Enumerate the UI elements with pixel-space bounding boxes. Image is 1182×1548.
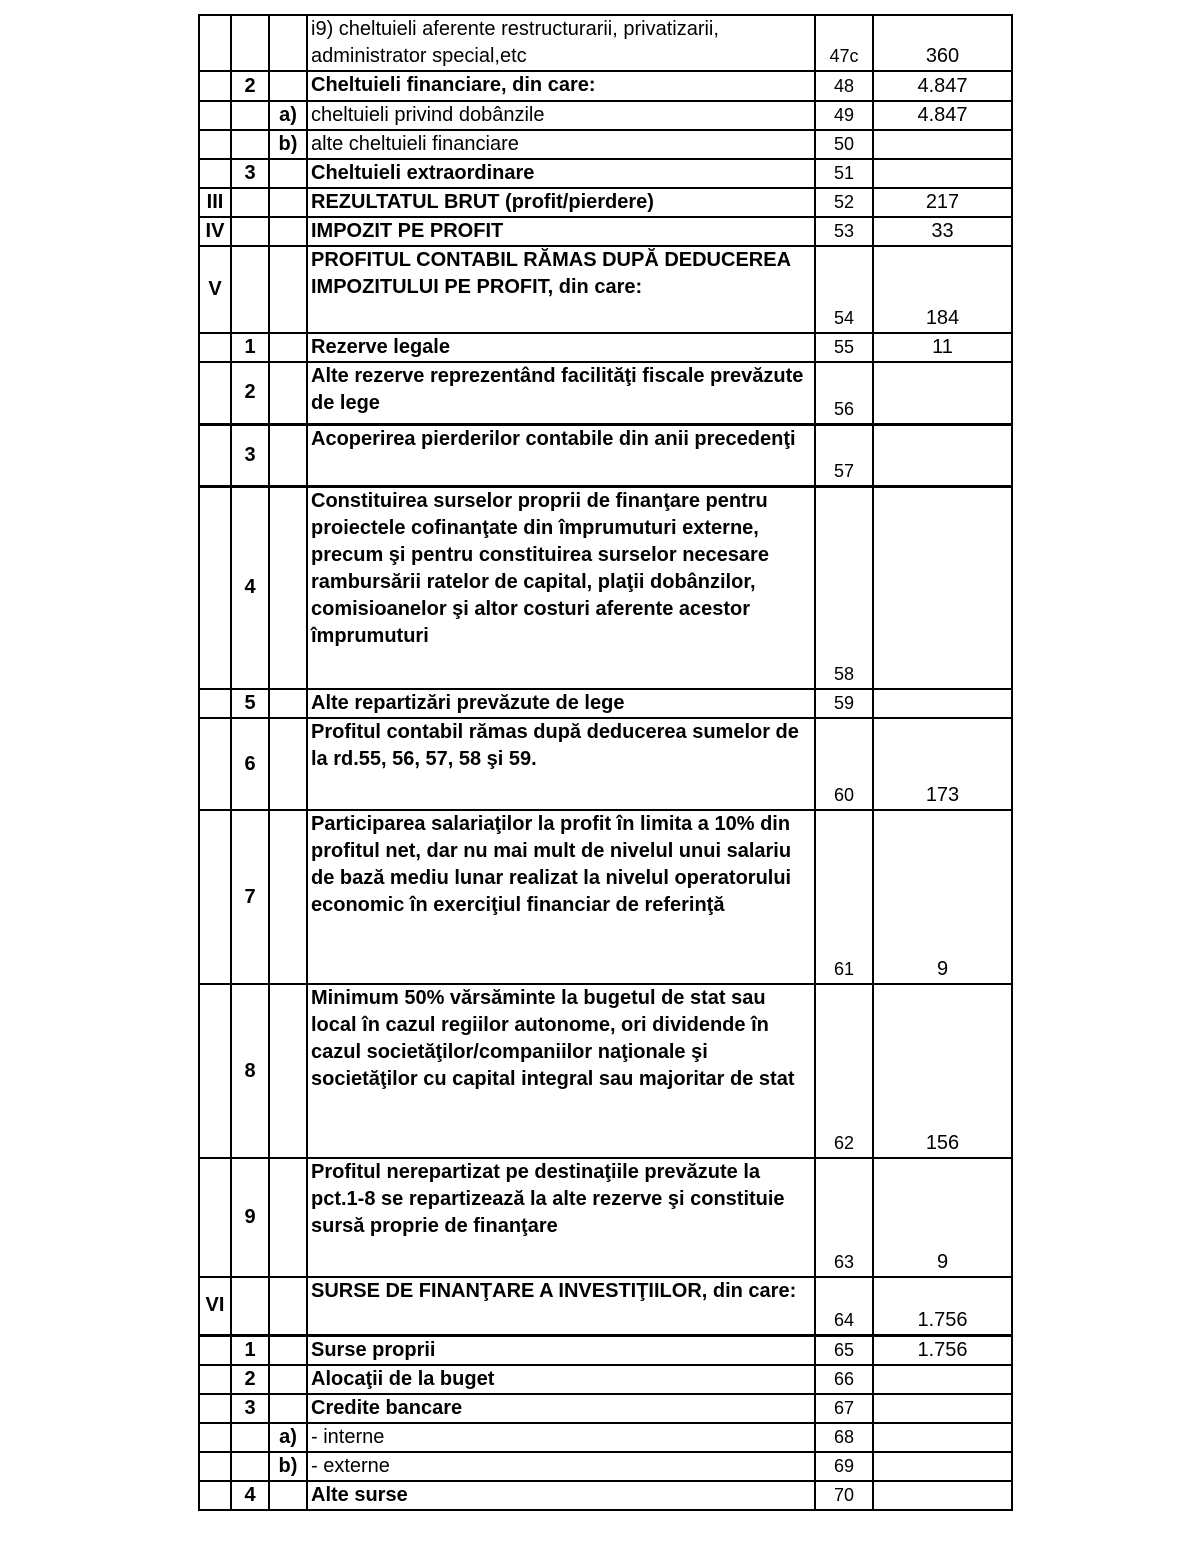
item-number: 2: [231, 362, 269, 424]
item-description: Alocaţii de la buget: [307, 1365, 815, 1394]
section-roman: [199, 1394, 231, 1423]
row-code: 53: [815, 217, 873, 246]
item-value: [873, 362, 1012, 424]
item-description: Surse proprii: [307, 1335, 815, 1365]
item-number: 3: [231, 159, 269, 188]
item-number: [231, 15, 269, 71]
item-value: 33: [873, 217, 1012, 246]
item-description: Cheltuieli financiare, din care:: [307, 71, 815, 101]
item-description: Profitul nerepartizat pe destinaţiile prevăzute la pct.1-8 se repartizează la alte rezerve şi constituie sursă proprie de finanţare: [307, 1158, 815, 1277]
table-row: [199, 159, 1012, 188]
item-value: [873, 486, 1012, 689]
table-row: [199, 718, 1012, 810]
row-code: 65: [815, 1335, 873, 1365]
section-roman: [199, 984, 231, 1158]
section-roman: [199, 1452, 231, 1481]
sub-item-letter: [269, 1277, 307, 1335]
item-number: [231, 1423, 269, 1452]
item-description: i9) cheltuieli aferente restructurarii, privatizarii, administrator special,etc: [307, 15, 815, 71]
budget-table: [198, 14, 1013, 1511]
table-row: [199, 246, 1012, 333]
section-roman: [199, 424, 231, 486]
item-value: [873, 689, 1012, 718]
budget-table-body: [199, 15, 1012, 1510]
item-value: [873, 424, 1012, 486]
section-roman: [199, 333, 231, 362]
item-description: Acoperirea pierderilor contabile din anii precedenţi: [307, 424, 815, 486]
table-row: [199, 71, 1012, 101]
sub-item-letter: [269, 71, 307, 101]
table-row: [199, 130, 1012, 159]
item-value: [873, 159, 1012, 188]
item-number: 2: [231, 1365, 269, 1394]
item-description: PROFITUL CONTABIL RĂMAS DUPĂ DEDUCEREA IMPOZITULUI PE PROFIT, din care:: [307, 246, 815, 333]
table-row: [199, 486, 1012, 689]
item-number: 9: [231, 1158, 269, 1277]
item-description: alte cheltuieli financiare: [307, 130, 815, 159]
sub-item-letter: b): [269, 130, 307, 159]
sub-item-letter: [269, 1335, 307, 1365]
table-row: [199, 217, 1012, 246]
section-roman: [199, 1423, 231, 1452]
item-description: Alte rezerve reprezentând facilităţi fiscale prevăzute de lege: [307, 362, 815, 424]
item-value: 184: [873, 246, 1012, 333]
item-description: Profitul contabil rămas după deducerea sumelor de la rd.55, 56, 57, 58 şi 59.: [307, 718, 815, 810]
item-number: 3: [231, 1394, 269, 1423]
item-description: IMPOZIT PE PROFIT: [307, 217, 815, 246]
item-number: 8: [231, 984, 269, 1158]
row-code: 62: [815, 984, 873, 1158]
row-code: 56: [815, 362, 873, 424]
row-code: 47c: [815, 15, 873, 71]
item-description: REZULTATUL BRUT (profit/pierdere): [307, 188, 815, 217]
row-code: 64: [815, 1277, 873, 1335]
table-row: [199, 810, 1012, 984]
item-number: [231, 217, 269, 246]
sub-item-letter: [269, 246, 307, 333]
item-number: 1: [231, 333, 269, 362]
item-value: 1.756: [873, 1335, 1012, 1365]
table-row: [199, 362, 1012, 424]
row-code: 67: [815, 1394, 873, 1423]
section-roman: [199, 1335, 231, 1365]
table-row: [199, 984, 1012, 1158]
section-roman: [199, 1158, 231, 1277]
table-row: [199, 333, 1012, 362]
item-number: [231, 246, 269, 333]
row-code: 59: [815, 689, 873, 718]
sub-item-letter: a): [269, 101, 307, 130]
section-roman: [199, 362, 231, 424]
sub-item-letter: [269, 217, 307, 246]
item-value: 4.847: [873, 71, 1012, 101]
item-description: cheltuieli privind dobânzile: [307, 101, 815, 130]
section-roman: IV: [199, 217, 231, 246]
item-value: 217: [873, 188, 1012, 217]
section-roman: III: [199, 188, 231, 217]
item-number: 7: [231, 810, 269, 984]
table-row: [199, 15, 1012, 71]
item-description: - interne: [307, 1423, 815, 1452]
row-code: 63: [815, 1158, 873, 1277]
table-row: [199, 424, 1012, 486]
table-row: [199, 689, 1012, 718]
item-value: [873, 1394, 1012, 1423]
row-code: 54: [815, 246, 873, 333]
item-description: - externe: [307, 1452, 815, 1481]
table-row: [199, 1423, 1012, 1452]
item-number: [231, 130, 269, 159]
section-roman: [199, 71, 231, 101]
table-row: [199, 1158, 1012, 1277]
row-code: 70: [815, 1481, 873, 1510]
sub-item-letter: [269, 1365, 307, 1394]
item-number: [231, 1277, 269, 1335]
row-code: 50: [815, 130, 873, 159]
item-description: Constituirea surselor proprii de finanţare pentru proiectele cofinanţate din împrumuturi externe, precum şi pentru constituirea surselor necesare rambursării ratelor de capital, plaţii dobânzilor, comisioanelor şi altor costuri aferente acestor împrumuturi: [307, 486, 815, 689]
item-description: Rezerve legale: [307, 333, 815, 362]
item-value: 360: [873, 15, 1012, 71]
row-code: 55: [815, 333, 873, 362]
section-roman: [199, 101, 231, 130]
sub-item-letter: [269, 333, 307, 362]
sub-item-letter: [269, 1394, 307, 1423]
item-value: [873, 130, 1012, 159]
sub-item-letter: [269, 718, 307, 810]
item-description: Cheltuieli extraordinare: [307, 159, 815, 188]
item-value: [873, 1481, 1012, 1510]
item-number: 4: [231, 486, 269, 689]
sub-item-letter: [269, 984, 307, 1158]
item-value: 173: [873, 718, 1012, 810]
table-row: [199, 1365, 1012, 1394]
item-value: [873, 1452, 1012, 1481]
item-number: 3: [231, 424, 269, 486]
row-code: 52: [815, 188, 873, 217]
sub-item-letter: [269, 486, 307, 689]
item-number: 2: [231, 71, 269, 101]
item-description: Credite bancare: [307, 1394, 815, 1423]
row-code: 48: [815, 71, 873, 101]
item-value: 4.847: [873, 101, 1012, 130]
item-description: Participarea salariaţilor la profit în limita a 10% din profitul net, dar nu mai mult de nivelul unui salariu de bază mediu lunar realizat la nivelul operatorului economic în exerciţiul financiar de referinţă: [307, 810, 815, 984]
table-row: [199, 1481, 1012, 1510]
sub-item-letter: b): [269, 1452, 307, 1481]
row-code: 60: [815, 718, 873, 810]
section-roman: [199, 718, 231, 810]
item-value: 1.756: [873, 1277, 1012, 1335]
sub-item-letter: [269, 159, 307, 188]
item-description: Alte repartizări prevăzute de lege: [307, 689, 815, 718]
row-code: 69: [815, 1452, 873, 1481]
row-code: 61: [815, 810, 873, 984]
item-value: 9: [873, 1158, 1012, 1277]
row-code: 58: [815, 486, 873, 689]
sub-item-letter: a): [269, 1423, 307, 1452]
section-roman: [199, 1481, 231, 1510]
item-value: [873, 1423, 1012, 1452]
item-number: 1: [231, 1335, 269, 1365]
item-number: [231, 1452, 269, 1481]
item-value: 9: [873, 810, 1012, 984]
table-row: [199, 1394, 1012, 1423]
sub-item-letter: [269, 1481, 307, 1510]
item-description: SURSE DE FINANŢARE A INVESTIŢIILOR, din care:: [307, 1277, 815, 1335]
row-code: 51: [815, 159, 873, 188]
item-value: 11: [873, 333, 1012, 362]
section-roman: V: [199, 246, 231, 333]
row-code: 57: [815, 424, 873, 486]
sub-item-letter: [269, 188, 307, 217]
sub-item-letter: [269, 810, 307, 984]
item-number: 6: [231, 718, 269, 810]
sub-item-letter: [269, 362, 307, 424]
sub-item-letter: [269, 424, 307, 486]
sub-item-letter: [269, 15, 307, 71]
section-roman: [199, 130, 231, 159]
table-row: [199, 101, 1012, 130]
table-row: [199, 1335, 1012, 1365]
item-number: 5: [231, 689, 269, 718]
item-number: [231, 188, 269, 217]
section-roman: [199, 689, 231, 718]
sub-item-letter: [269, 689, 307, 718]
row-code: 49: [815, 101, 873, 130]
item-number: [231, 101, 269, 130]
item-value: [873, 1365, 1012, 1394]
section-roman: [199, 15, 231, 71]
section-roman: [199, 159, 231, 188]
item-value: 156: [873, 984, 1012, 1158]
item-number: 4: [231, 1481, 269, 1510]
section-roman: [199, 1365, 231, 1394]
section-roman: VI: [199, 1277, 231, 1335]
section-roman: [199, 486, 231, 689]
sub-item-letter: [269, 1158, 307, 1277]
row-code: 66: [815, 1365, 873, 1394]
item-description: Alte surse: [307, 1481, 815, 1510]
table-row: [199, 1452, 1012, 1481]
table-row: [199, 1277, 1012, 1335]
section-roman: [199, 810, 231, 984]
table-row: [199, 188, 1012, 217]
item-description: Minimum 50% vărsăminte la bugetul de stat sau local în cazul regiilor autonome, ori dividende în cazul societăţilor/companiilor naţionale şi societăţilor cu capital integral sau majoritar de stat: [307, 984, 815, 1158]
row-code: 68: [815, 1423, 873, 1452]
